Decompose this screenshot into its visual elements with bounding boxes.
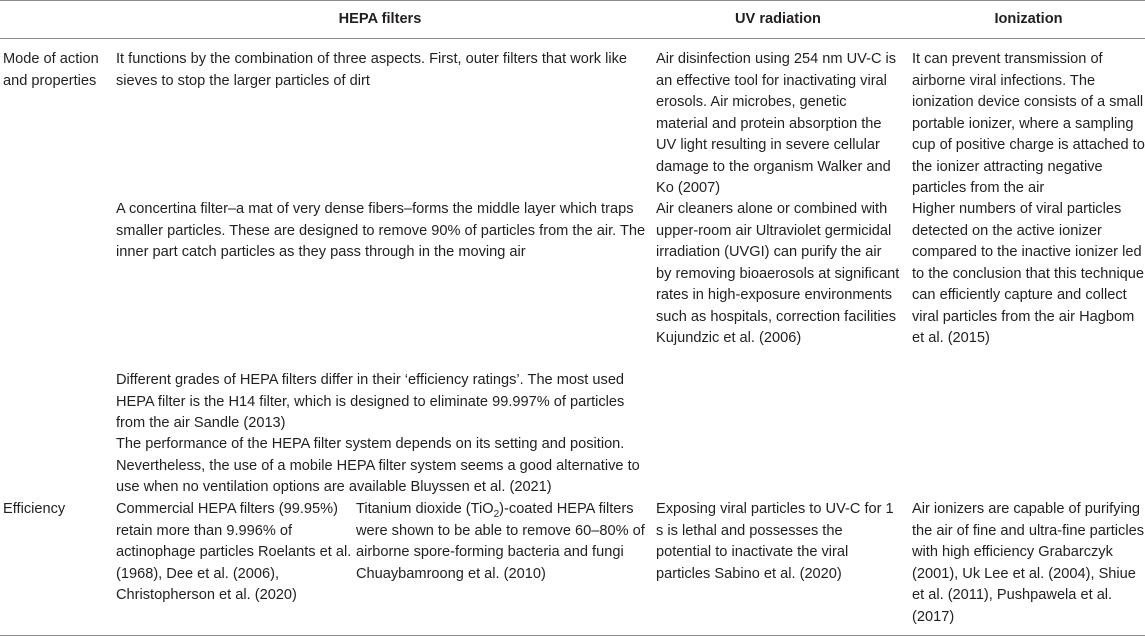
header-hepa-filters: HEPA filters [338,11,422,27]
table-bottom-rule [0,635,1145,636]
header-ionization: Ionization [994,11,1063,27]
header-bottom-rule [0,38,1145,39]
header-uv-radiation: UV radiation [735,11,821,27]
hepa-mode-paragraph-2: A concertina filter–a mat of very dense fibers–forms the middle layer which traps smaller particles. These are designed to remove 90% of particles from the air. The inner part catch particles as they pass through in the moving air [116,201,646,260]
uv-efficiency: Exposing viral particles to UV-C for 1 s is lethal and possesses the potential to inactivate the viral particles Sabino et al. (2020) [656,501,894,582]
hepa-mode-paragraph-4: The performance of the HEPA filter system depends on its setting and position. Nevertheless, the use of a mobile HEPA filter system seems a good alternative to use when no ventilation options are available Bluyssen et al. (2021) [116,436,640,495]
tio2-text-post: )-coated HEPA filters were shown to be able to remove 60–80% of airborne spore-forming bacteria and fungi Chuaybamroong et al. (2010) [356,501,645,582]
hepa-efficiency-commercial: Commercial HEPA filters (99.95%) retain more than 9.996% of actinophage particles Roelants et al. (1968), Dee et al. (2006), Christopherson et al. (2020) [116,501,352,603]
tio2-text-pre: Titanium dioxide (TiO [356,501,494,517]
ion-mode-paragraph-1: It can prevent transmission of airborne viral infections. The ionization device consists of a small portable ionizer, where a sampling cup of positive charge is attached to the ionizer attracting negative particles from the air [912,51,1145,196]
hepa-mode-paragraph-3: Different grades of HEPA filters differ in their ‘efficiency ratings’. The most used HEPA filter is the H14 filter, which is designed to eliminate 99.997% of particles from the air Sandle (2013) [116,372,625,431]
row-label-efficiency: Efficiency [3,501,66,517]
row-label-mode-of-action: Mode of action and properties [3,51,99,89]
ion-efficiency: Air ionizers are capable of purifying the air of fine and ultra-fine particles with high efficiency Grabarczyk (2001), Uk Lee et al. (2004), Shiue et al. (2011), Pushpawela et al. (2017) [912,501,1145,625]
hepa-efficiency-tio2 [356,499,646,585]
uv-mode-paragraph-1: Air disinfection using 254 nm UV-C is an effective tool for inactivating viral erosols. Air microbes, genetic material and protein absorption the UV light resulting in severe cellular damage to the organism Walker and Ko (2007) [656,51,897,196]
hepa-mode-paragraph-1: It functions by the combination of three aspects. First, outer filters that work like sieves to stop the larger particles of dirt [116,51,628,89]
tio2-subscript: 2 [493,508,500,520]
ion-mode-paragraph-2: Higher numbers of viral particles detected on the active ionizer compared to the inactive ionizer led to the conclusion that this technique can efficiently capture and collect viral particles from the air Hagbom et al. (2015) [912,201,1145,346]
uv-mode-paragraph-2: Air cleaners alone or combined with upper-room air Ultraviolet germicidal irradiation (UVGI) can purify the air by removing bioaerosols at significant rates in high-exposure environments such as hospitals, correction facilities Kujundzic et al. (2006) [656,201,900,346]
table-top-rule [0,0,1145,1]
